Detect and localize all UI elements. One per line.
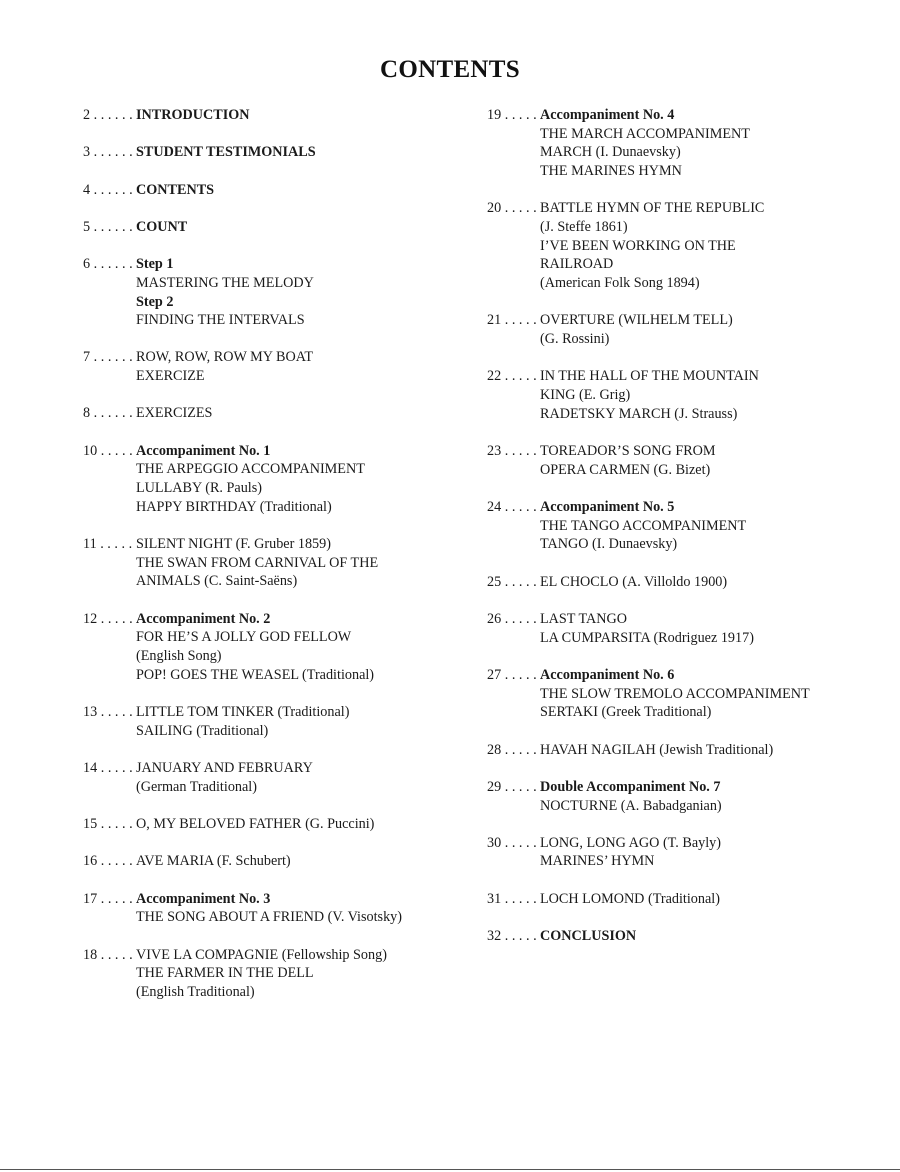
song-title: TOREADOR’S SONG FROM xyxy=(540,443,716,459)
song-title: NOCTURNE (A. Babadganian) xyxy=(540,797,722,814)
toc-line xyxy=(83,479,483,498)
page-number-leader: 12 . . . . . xyxy=(83,610,133,627)
song-title: LONG, LONG AGO (T. Bayly) xyxy=(540,834,721,851)
toc-line xyxy=(487,218,887,237)
song-title: IN THE HALL OF THE MOUNTAIN xyxy=(540,368,759,385)
toc-line xyxy=(487,890,887,909)
page-number-leader: 18 . . . . . xyxy=(83,946,133,963)
page-number-leader: 14 . . . . . xyxy=(83,760,133,777)
toc-line xyxy=(83,572,483,591)
toc-entry xyxy=(83,610,483,685)
song-title: EXERCIZE xyxy=(136,368,205,385)
toc-line xyxy=(83,722,483,741)
toc-line xyxy=(487,386,887,405)
toc-entry xyxy=(83,442,483,517)
toc-line xyxy=(487,125,887,144)
toc-line xyxy=(83,255,483,274)
toc-line xyxy=(487,498,887,517)
toc-entry xyxy=(83,815,483,834)
toc-line xyxy=(487,797,887,816)
section-heading: Accompaniment No. 1 xyxy=(136,442,271,459)
page-number-leader: 13 . . . . . xyxy=(83,704,133,721)
song-title: EL CHOCLO (A. Villoldo 1900) xyxy=(540,573,728,590)
toc-line xyxy=(83,442,483,461)
page-number-leader: 22 . . . . . xyxy=(487,368,537,385)
page-number-leader: 23 . . . . . xyxy=(487,443,537,459)
toc-line xyxy=(83,610,483,629)
song-title: OPERA CARMEN (G. Bizet) xyxy=(540,461,711,478)
section-heading: Double Accompaniment No. 7 xyxy=(540,778,721,795)
toc-entry xyxy=(83,348,483,385)
toc-line xyxy=(83,666,483,685)
toc-line xyxy=(487,274,887,293)
page-number-leader: 6 . . . . . . xyxy=(83,256,133,273)
toc-entry xyxy=(487,367,887,423)
song-title: THE MARCH ACCOMPANIMENT xyxy=(540,125,750,142)
song-title: THE FARMER IN THE DELL xyxy=(136,965,314,982)
section-heading: Accompaniment No. 5 xyxy=(540,498,675,515)
song-title: THE SWAN FROM CARNIVAL OF THE xyxy=(136,554,379,571)
toc-entry xyxy=(83,759,483,796)
toc-line xyxy=(83,815,483,834)
song-title: FINDING THE INTERVALS xyxy=(136,312,305,329)
toc-line xyxy=(83,106,483,125)
toc-line xyxy=(83,274,483,293)
toc-entry xyxy=(83,535,483,591)
song-title: LITTLE TOM TINKER (Traditional) xyxy=(136,704,350,721)
song-title: (J. Steffe 1861) xyxy=(540,219,628,236)
section-heading: Accompaniment No. 4 xyxy=(540,107,675,123)
toc-entry xyxy=(83,852,483,871)
song-title: EXERCIZES xyxy=(136,405,213,422)
toc-entry xyxy=(83,404,483,423)
section-heading: Step 2 xyxy=(136,293,174,310)
toc-column-right xyxy=(487,106,887,964)
song-title: SILENT NIGHT (F. Gruber 1859) xyxy=(136,536,331,553)
page-number-leader: 4 . . . . . . xyxy=(83,181,133,198)
page-number-leader: 8 . . . . . . xyxy=(83,405,133,422)
song-title: LULLABY (R. Pauls) xyxy=(136,480,262,497)
page-number-leader: 30 . . . . . xyxy=(487,834,537,851)
toc-line xyxy=(487,405,887,424)
toc-line xyxy=(487,237,887,256)
song-title: THE MARINES HYMN xyxy=(540,163,682,180)
page-number-leader: 2 . . . . . . xyxy=(83,107,133,123)
page-number-leader: 19 . . . . . xyxy=(487,107,537,123)
toc-line xyxy=(487,629,887,648)
song-title: LAST TANGO xyxy=(540,610,628,627)
toc-entry xyxy=(83,703,483,740)
toc-line xyxy=(487,666,887,685)
toc-line xyxy=(487,703,887,722)
section-heading: COUNT xyxy=(136,218,188,235)
song-title: HAVAH NAGILAH (Jewish Traditional) xyxy=(540,741,774,758)
page-number-leader: 3 . . . . . . xyxy=(83,144,133,161)
song-title: THE SONG ABOUT A FRIEND (V. Visotsky) xyxy=(136,909,402,926)
toc-line xyxy=(83,890,483,909)
toc-line xyxy=(83,311,483,330)
song-title: TANGO (I. Dunaevsky) xyxy=(540,536,678,553)
section-heading: STUDENT TESTIMONIALS xyxy=(136,144,316,161)
song-title: THE ARPEGGIO ACCOMPANIMENT xyxy=(136,461,365,478)
toc-line xyxy=(83,535,483,554)
song-title: VIVE LA COMPAGNIE (Fellowship Song) xyxy=(136,946,387,963)
section-heading: CONTENTS xyxy=(136,181,215,198)
song-title: JANUARY AND FEBRUARY xyxy=(136,760,313,777)
toc-entry xyxy=(487,741,887,760)
toc-line xyxy=(487,852,887,871)
toc-entry xyxy=(487,927,887,946)
page-number-leader: 32 . . . . . xyxy=(487,928,537,945)
song-title: THE SLOW TREMOLO ACCOMPANIMENT xyxy=(540,685,810,702)
toc-line xyxy=(487,461,887,480)
song-title: KING (E. Grig) xyxy=(540,387,631,404)
toc-line xyxy=(83,628,483,647)
toc-entry xyxy=(83,890,483,927)
toc-line xyxy=(487,573,887,592)
song-title: (American Folk Song 1894) xyxy=(540,275,700,292)
song-title: LA CUMPARSITA (Rodriguez 1917) xyxy=(540,629,754,646)
song-title: (German Traditional) xyxy=(136,778,257,795)
page-number-leader: 17 . . . . . xyxy=(83,890,133,907)
toc-entry xyxy=(487,311,887,348)
toc-line xyxy=(83,852,483,871)
toc-line xyxy=(83,404,483,423)
toc-line xyxy=(83,647,483,666)
toc-line xyxy=(487,685,887,704)
page-number-leader: 16 . . . . . xyxy=(83,853,133,870)
song-title: HAPPY BIRTHDAY (Traditional) xyxy=(136,498,332,515)
toc-entry xyxy=(83,255,483,330)
song-title: (G. Rossini) xyxy=(540,331,610,348)
toc-line xyxy=(83,759,483,778)
song-title: RADETSKY MARCH (J. Strauss) xyxy=(540,405,738,422)
section-heading: Step 1 xyxy=(136,256,174,273)
toc-line xyxy=(487,367,887,386)
toc-entry xyxy=(487,834,887,871)
song-title: O, MY BELOVED FATHER (G. Puccini) xyxy=(136,816,375,832)
page-number-leader: 31 . . . . . xyxy=(487,890,537,907)
section-heading: Accompaniment No. 3 xyxy=(136,890,271,907)
toc-entry xyxy=(487,666,887,722)
page-number-leader: 20 . . . . . xyxy=(487,200,537,217)
toc-line xyxy=(83,218,483,237)
page-number-leader: 24 . . . . . xyxy=(487,498,537,515)
song-title: LOCH LOMOND (Traditional) xyxy=(540,890,720,907)
page-number-leader: 27 . . . . . xyxy=(487,666,537,683)
toc-line xyxy=(83,293,483,312)
song-title: MARINES’ HYMN xyxy=(540,853,655,870)
toc-entry xyxy=(83,946,483,1002)
page-number-leader: 5 . . . . . . xyxy=(83,218,133,235)
toc-entry xyxy=(487,890,887,909)
page-title: CONTENTS xyxy=(380,56,520,83)
toc-column-left xyxy=(83,106,483,1020)
toc-line xyxy=(487,610,887,629)
toc-line xyxy=(83,983,483,1002)
toc-line xyxy=(83,778,483,797)
song-title: I’VE BEEN WORKING ON THE xyxy=(540,237,736,254)
toc-line xyxy=(83,498,483,517)
page-number-leader: 28 . . . . . xyxy=(487,741,537,758)
toc-line xyxy=(487,143,887,162)
toc-line xyxy=(487,778,887,797)
toc-line xyxy=(487,517,887,536)
toc-line xyxy=(487,535,887,554)
toc-line xyxy=(487,741,887,760)
song-title: FOR HE’S A JOLLY GOD FELLOW xyxy=(136,629,352,646)
toc-entry xyxy=(487,442,887,479)
section-heading: INTRODUCTION xyxy=(136,107,250,123)
toc-line xyxy=(487,834,887,853)
toc-line xyxy=(83,460,483,479)
toc-line xyxy=(487,442,887,461)
page-number-leader: 10 . . . . . xyxy=(83,442,133,459)
page-number-leader: 25 . . . . . xyxy=(487,573,537,590)
toc-line xyxy=(83,946,483,965)
song-title: POP! GOES THE WEASEL (Traditional) xyxy=(136,666,375,683)
toc-line xyxy=(83,348,483,367)
toc-line xyxy=(83,703,483,722)
toc-line xyxy=(83,181,483,200)
page-number-leader: 7 . . . . . . xyxy=(83,349,133,366)
toc-line xyxy=(487,255,887,274)
toc-line xyxy=(487,162,887,181)
song-title: ROW, ROW, ROW MY BOAT xyxy=(136,349,314,366)
toc-line xyxy=(83,554,483,573)
song-title: BATTLE HYMN OF THE REPUBLIC xyxy=(540,200,765,217)
toc-line xyxy=(83,143,483,162)
song-title: SERTAKI (Greek Traditional) xyxy=(540,704,712,721)
toc-line xyxy=(83,908,483,927)
song-title: ANIMALS (C. Saint-Saëns) xyxy=(136,573,298,590)
toc-entry xyxy=(83,218,483,237)
song-title: MARCH (I. Dunaevsky) xyxy=(540,144,681,161)
page-number-leader: 26 . . . . . xyxy=(487,610,537,627)
song-title: RAILROAD xyxy=(540,256,614,273)
toc-entry xyxy=(83,106,483,125)
song-title: (English Traditional) xyxy=(136,983,255,1000)
page-number-leader: 15 . . . . . xyxy=(83,816,133,832)
song-title: THE TANGO ACCOMPANIMENT xyxy=(540,517,747,534)
toc-entry xyxy=(487,573,887,592)
song-title: (English Song) xyxy=(136,648,222,665)
section-heading: Accompaniment No. 2 xyxy=(136,610,271,627)
toc-line xyxy=(83,367,483,386)
toc-line xyxy=(83,964,483,983)
song-title: OVERTURE (WILHELM TELL) xyxy=(540,312,733,329)
toc-line xyxy=(487,330,887,349)
page-number-leader: 11 . . . . . xyxy=(83,536,133,553)
toc-line xyxy=(487,106,887,125)
song-title: MASTERING THE MELODY xyxy=(136,274,314,291)
toc-line xyxy=(487,199,887,218)
toc-entry xyxy=(487,778,887,815)
song-title: AVE MARIA (F. Schubert) xyxy=(136,853,291,870)
section-heading: CONCLUSION xyxy=(540,928,637,945)
toc-line xyxy=(487,927,887,946)
toc-entry xyxy=(487,498,887,554)
toc-entry xyxy=(83,181,483,200)
toc-entry xyxy=(83,143,483,162)
toc-entry xyxy=(487,199,887,292)
toc-entry xyxy=(487,610,887,647)
page-number-leader: 21 . . . . . xyxy=(487,312,537,329)
section-heading: Accompaniment No. 6 xyxy=(540,666,675,683)
song-title: SAILING (Traditional) xyxy=(136,722,269,739)
toc-line xyxy=(487,311,887,330)
page-bottom-edge xyxy=(0,1169,900,1170)
page-number-leader: 29 . . . . . xyxy=(487,778,537,795)
toc-entry xyxy=(487,106,887,181)
